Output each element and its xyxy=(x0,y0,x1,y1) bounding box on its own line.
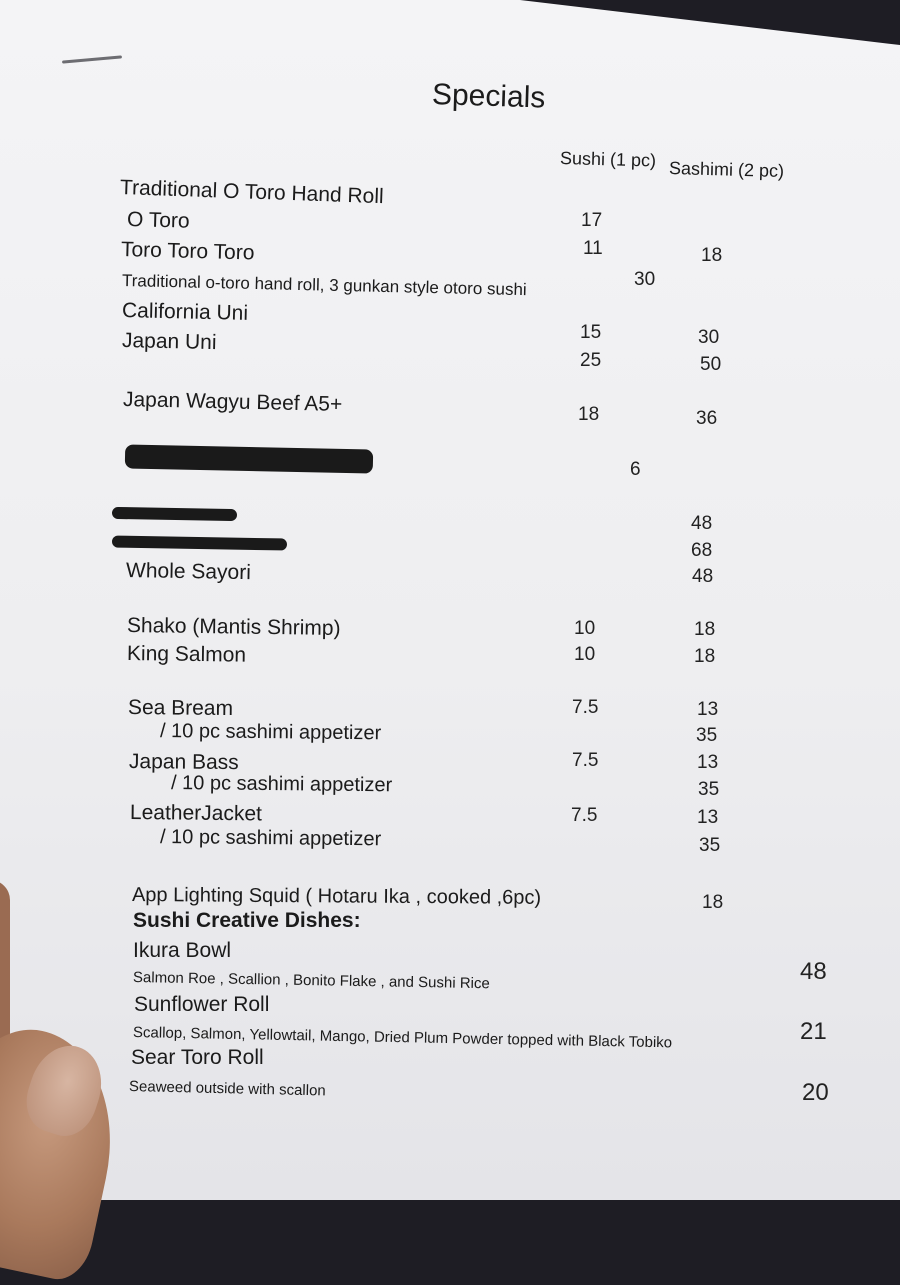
price-shako-sashimi: 18 xyxy=(694,619,716,640)
item-sea-bream-appetizer: / 10 pc sashimi appetizer xyxy=(159,720,382,745)
price-japan-bass-sushi: 7.5 xyxy=(572,750,599,771)
item-japan-bass: Japan Bass xyxy=(128,750,239,775)
item-japan-uni: Japan Uni xyxy=(121,329,217,355)
desc-sunflower-roll: Scallop, Salmon, Yellowtail, Mango, Dried Plum Powder topped with Black Tobiko xyxy=(132,1024,673,1052)
desc-ikura-bowl: Salmon Roe , Scallion , Bonito Flake , and Sushi Rice xyxy=(132,969,490,993)
price-whole-aji-sashimi: 48 xyxy=(691,513,713,534)
price-japan-bass-sashimi: 13 xyxy=(697,752,719,773)
price-japan-uni-sashimi: 50 xyxy=(700,354,722,375)
price-toro-toro-toro-sashimi: 18 xyxy=(701,245,723,266)
price-sunflower-roll: 21 xyxy=(800,1018,827,1045)
item-california-uni: California Uni xyxy=(121,299,249,325)
price-hand-roll-set: 30 xyxy=(634,269,656,290)
column-header-sashimi: Sashimi (2 pc) xyxy=(668,158,785,182)
price-sear-toro-roll: 20 xyxy=(802,1079,829,1106)
desc-hand-roll-set: Traditional o-toro hand roll, 3 gunkan style otoro sushi xyxy=(121,271,527,300)
item-wagyu: Japan Wagyu Beef A5+ xyxy=(122,388,343,416)
price-wagyu-sashimi: 36 xyxy=(696,408,718,429)
item-otoro-hand-roll: Traditional O Toro Hand Roll xyxy=(119,176,385,209)
item-sunflower-roll: Sunflower Roll xyxy=(134,993,270,1016)
item-leatherjacket-appetizer: / 10 pc sashimi appetizer xyxy=(159,826,382,851)
price-sea-bream-sashimi: 13 xyxy=(697,699,719,720)
price-leatherjacket-appetizer: 35 xyxy=(699,835,721,856)
price-hotaru-ika: 18 xyxy=(702,892,724,913)
price-large-whole-aji-sashimi: 68 xyxy=(691,540,713,561)
price-oyster: 6 xyxy=(630,459,641,480)
item-king-salmon: King Salmon xyxy=(126,642,247,667)
price-shako-sushi: 10 xyxy=(574,618,596,639)
price-king-salmon-sushi: 10 xyxy=(574,644,596,665)
price-sea-bream-appetizer: 35 xyxy=(696,725,718,746)
item-leatherjacket: LeatherJacket xyxy=(129,801,263,826)
item-shako: Shako (Mantis Shrimp) xyxy=(126,614,341,640)
price-sea-bream-sushi: 7.5 xyxy=(572,697,599,718)
price-california-uni-sashimi: 30 xyxy=(698,327,720,348)
price-leatherjacket-sashimi: 13 xyxy=(697,807,719,828)
price-japan-uni-sushi: 25 xyxy=(580,350,602,371)
price-japan-bass-appetizer: 35 xyxy=(698,779,720,800)
item-whole-sayori: Whole Sayori xyxy=(125,559,252,585)
item-hotaru-ika: App Lighting Squid ( Hotaru Ika , cooked ,6pc) xyxy=(131,884,542,909)
price-leatherjacket-sushi: 7.5 xyxy=(571,805,598,826)
price-california-uni-sushi: 15 xyxy=(580,322,602,343)
price-otoro-sushi: 17 xyxy=(581,210,603,231)
price-king-salmon-sashimi: 18 xyxy=(694,646,716,667)
item-toro-toro-toro: Toro Toro Toro xyxy=(120,238,255,265)
item-ikura-bowl: Ikura Bowl xyxy=(133,939,232,962)
price-whole-sayori-sashimi: 48 xyxy=(692,566,714,587)
price-ikura-bowl: 48 xyxy=(800,958,827,985)
item-sear-toro-roll: Sear Toro Roll xyxy=(131,1046,264,1069)
page-title: Specials xyxy=(431,78,546,115)
section-heading-creative: Sushi Creative Dishes: xyxy=(133,909,361,932)
item-sea-bream: Sea Bream xyxy=(127,696,234,721)
strikeout-mark xyxy=(112,507,237,521)
desc-sear-toro-roll: Seaweed outside with scallon xyxy=(128,1078,326,1100)
item-otoro: O Toro xyxy=(126,208,190,233)
price-wagyu-sushi: 18 xyxy=(578,404,600,425)
column-header-sushi: Sushi (1 pc) xyxy=(559,148,657,171)
item-japan-bass-appetizer: / 10 pc sashimi appetizer xyxy=(170,772,393,797)
price-toro-toro-toro-sushi: 11 xyxy=(583,238,603,259)
